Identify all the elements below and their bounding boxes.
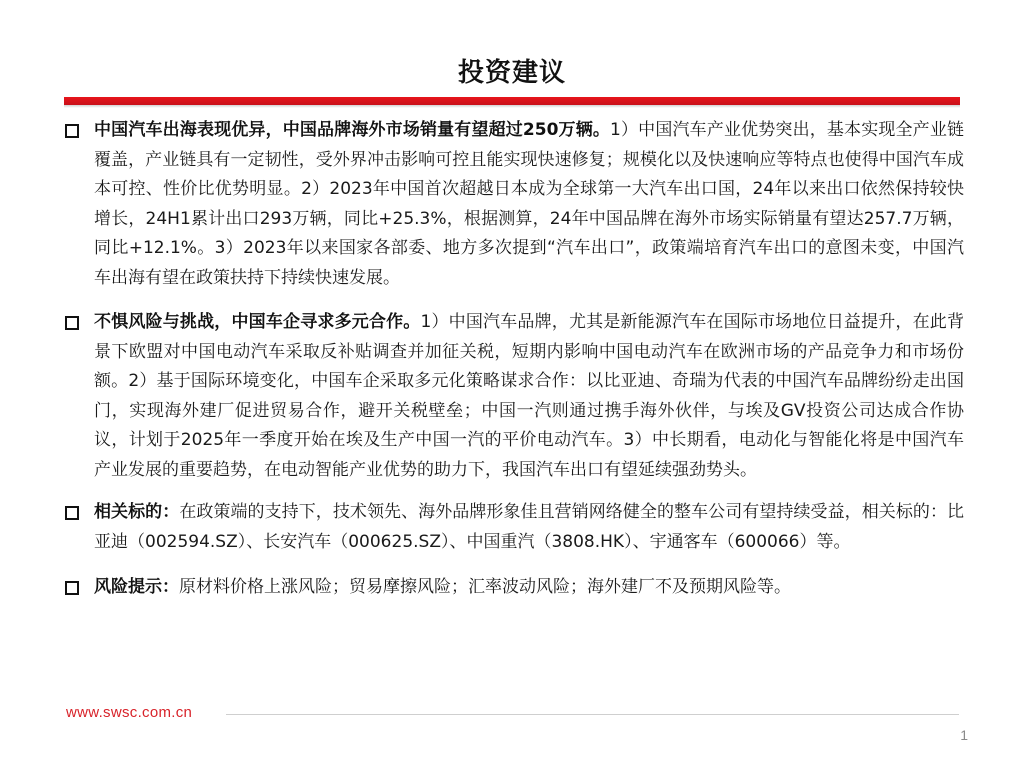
bullet-lead: 相关标的： bbox=[94, 502, 180, 522]
footer-divider bbox=[226, 714, 959, 715]
footer-website: www.swsc.com.cn bbox=[66, 704, 193, 721]
title-underline-bar bbox=[64, 97, 960, 105]
square-bullet-icon bbox=[65, 124, 79, 138]
bullet-export-performance bbox=[64, 116, 964, 293]
square-bullet-icon bbox=[65, 506, 79, 520]
investment-advice-list bbox=[64, 116, 964, 603]
bullet-body: 在政策端的支持下，技术领先、海外品牌形象佳且营销网络健全的整车公司有望持续受益，相关标的：比亚迪（002594.SZ）、长安汽车（000625.SZ）、中国重汽（3808.HK）、宇通客车（600066）等。 bbox=[94, 502, 965, 552]
bullet-lead: 中国汽车出海表现优异，中国品牌海外市场销量有望超过250万辆。 bbox=[94, 120, 611, 140]
square-bullet-icon bbox=[65, 316, 79, 330]
title-underline-shadow bbox=[64, 105, 960, 108]
bullet-risk-and-cooperation bbox=[64, 308, 964, 485]
bullet-body: 1）中国汽车产业优势突出，基本实现全产业链覆盖，产业链具有一定韧性，受外界冲击影响可控且能实现快速修复；规模化以及快速响应等特点也使得中国汽车成本可控、性价比优势明显。2）2023年中国首次超越日本成为全球第一大汽车出口国，24年以来出口依然保持较快增长，24H1累计出口293万辆，同比+25.3%，根据测算，24年中国品牌在海外市场实际销量有望达257.7万辆，同比+12.1%。3）2023年以来国家各部委、地方多次提到“汽车出口”，政策端培育汽车出口的意图未变，中国汽车出海有望在政策扶持下持续快速发展。 bbox=[94, 120, 964, 288]
square-bullet-icon bbox=[65, 581, 79, 595]
bullet-related-targets bbox=[64, 498, 964, 557]
bullet-body: 原材料价格上涨风险；贸易摩擦风险；汇率波动风险；海外建厂不及预期风险等。 bbox=[179, 577, 791, 597]
bullet-risk-warning bbox=[64, 573, 964, 603]
bullet-lead: 不惧风险与挑战，中国车企寻求多元合作。 bbox=[94, 312, 421, 332]
page-title: 投资建议 bbox=[457, 58, 566, 88]
page-number: 1 bbox=[960, 727, 968, 743]
bullet-body: 1）中国汽车品牌，尤其是新能源汽车在国际市场地位日益提升，在此背景下欧盟对中国电动汽车采取反补贴调查并加征关税，短期内影响中国电动汽车在欧洲市场的产品竞争力和市场份额。2）基于国际环境变化，中国车企采取多元化策略谋求合作：以比亚迪、奇瑞为代表的中国汽车品牌纷纷走出国门，实现海外建厂促进贸易合作，避开关税壁垒；中国一汽则通过携手海外伙伴，与埃及GV投资公司达成合作协议，计划于2025年一季度开始在埃及生产中国一汽的平价电动汽车。3）中长期看，电动化与智能化将是中国汽车产业发展的重要趋势，在电动智能产业优势的助力下，我国汽车出口有望延续强劲势头。 bbox=[94, 312, 964, 480]
bullet-lead: 风险提示： bbox=[94, 577, 179, 597]
